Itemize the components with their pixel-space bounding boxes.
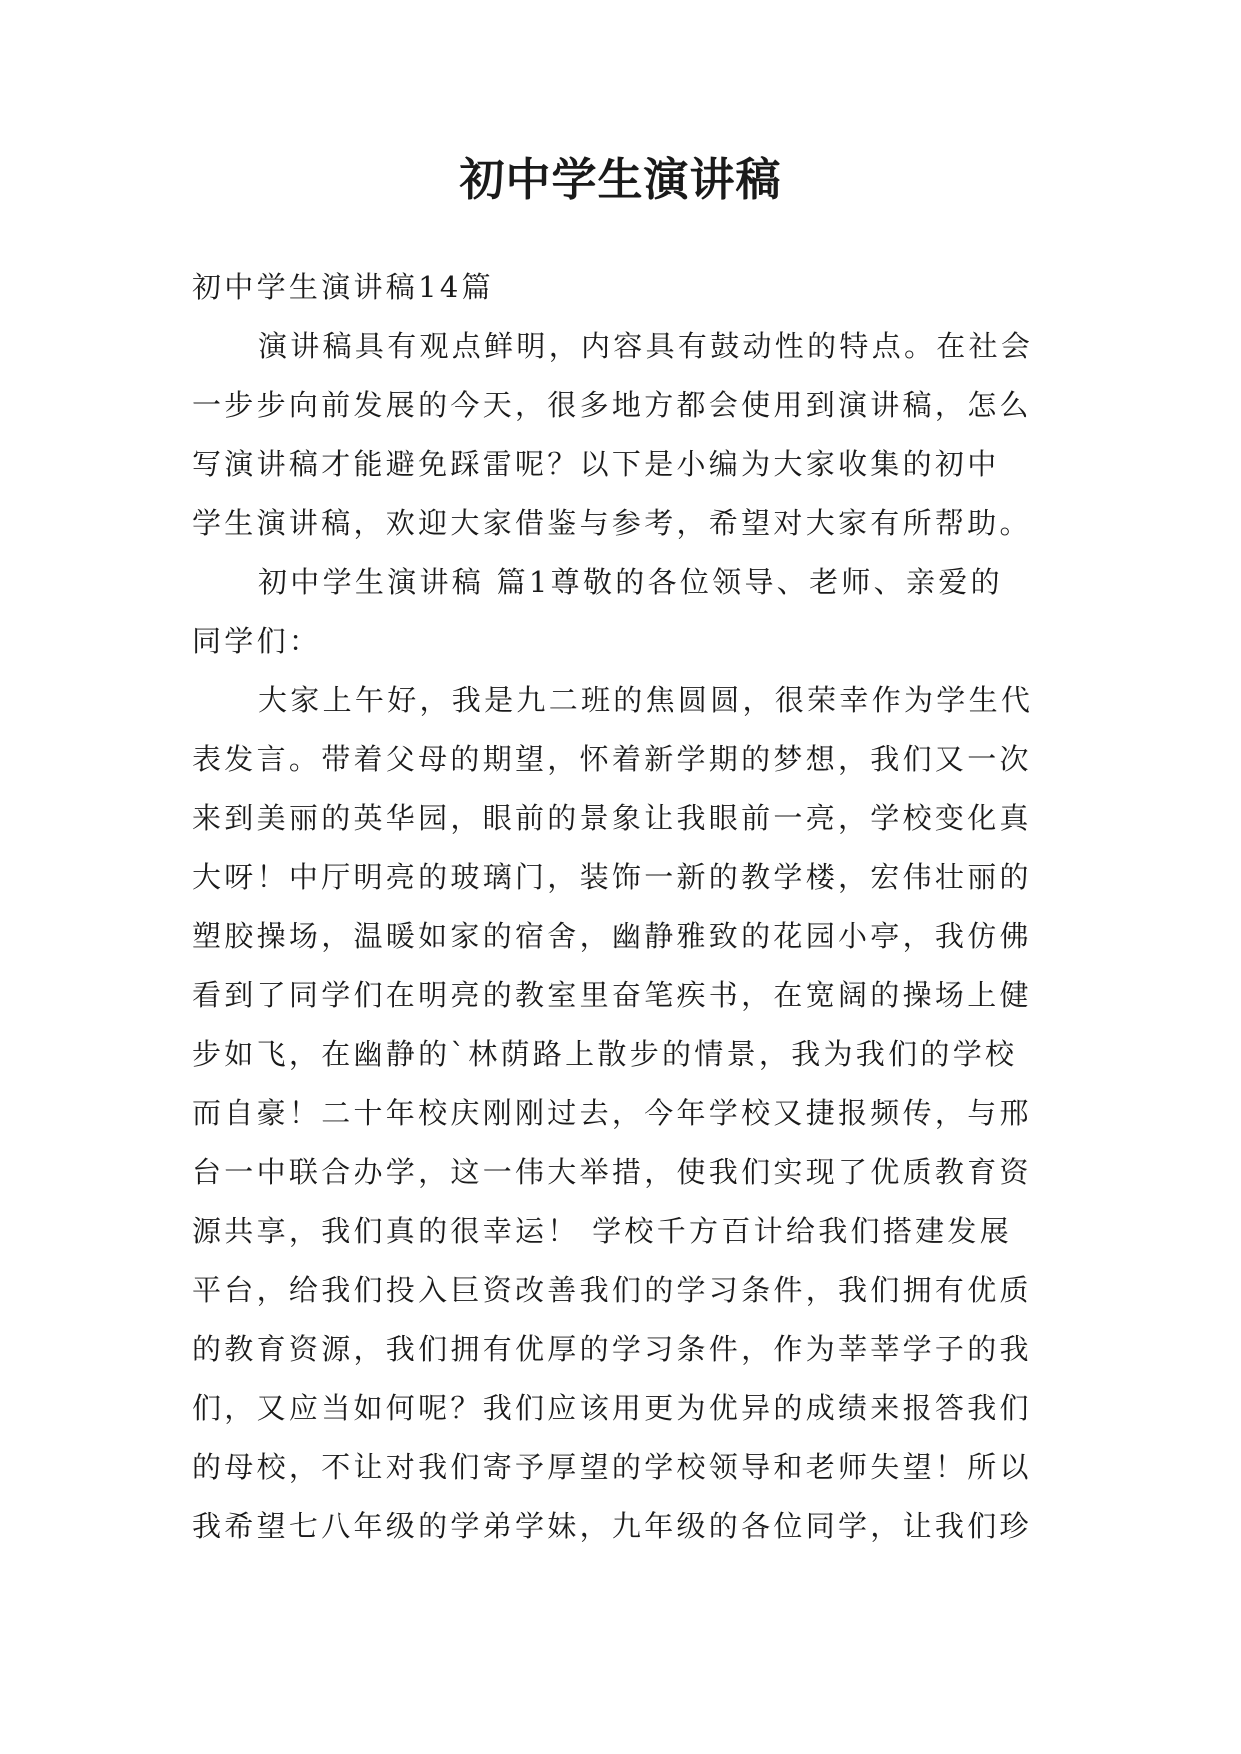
paragraph-line: 的教育资源，我们拥有优厚的学习条件，作为莘莘学子的我 — [192, 1332, 1032, 1366]
paragraph-line: 塑胶操场，温暖如家的宿舍，幽静雅致的花园小亭，我仿佛 — [192, 919, 1032, 953]
paragraph-line: 的母校，不让对我们寄予厚望的学校领导和老师失望！所以 — [192, 1450, 1032, 1484]
paragraph-line: 们，又应当如何呢？我们应该用更为优异的成绩来报答我们 — [192, 1391, 1032, 1425]
paragraph-line: 演讲稿具有观点鲜明，内容具有鼓动性的特点。在社会 — [258, 329, 1034, 363]
paragraph-line: 台一中联合办学，这一伟大举措，使我们实现了优质教育资 — [192, 1155, 1032, 1189]
paragraph-line: 一步步向前发展的今天，很多地方都会使用到演讲稿，怎么 — [192, 388, 1032, 422]
paragraph-line: 而自豪！二十年校庆刚刚过去，今年学校又捷报频传，与邢 — [192, 1096, 1032, 1130]
paragraph-line: 初中学生演讲稿 篇1尊敬的各位领导、老师、亲爱的 — [258, 565, 1003, 599]
paragraph-line: 大家上午好，我是九二班的焦圆圆，很荣幸作为学生代 — [258, 683, 1034, 717]
document-title: 初中学生演讲稿 — [459, 153, 782, 206]
paragraph-line: 来到美丽的英华园，眼前的景象让我眼前一亮，学校变化真 — [192, 801, 1032, 835]
paragraph-line: 平台，给我们投入巨资改善我们的学习条件，我们拥有优质 — [192, 1273, 1032, 1307]
paragraph-line: 看到了同学们在明亮的教室里奋笔疾书，在宽阔的操场上健 — [192, 978, 1032, 1012]
paragraph-line: 表发言。带着父母的期望，怀着新学期的梦想，我们又一次 — [192, 742, 1032, 776]
paragraph-line: 步如飞，在幽静的`林荫路上散步的情景，我为我们的学校 — [192, 1037, 1018, 1071]
paragraph-line: 同学们： — [192, 624, 322, 658]
paragraph-line: 写演讲稿才能避免踩雷呢？以下是小编为大家收集的初中 — [192, 447, 1000, 481]
paragraph-line: 源共享，我们真的很幸运！ 学校千方百计给我们搭建发展 — [192, 1214, 1013, 1248]
paragraph-line: 大呀！中厅明亮的玻璃门，装饰一新的教学楼，宏伟壮丽的 — [192, 860, 1032, 894]
document-body — [192, 258, 1072, 1556]
subtitle-line: 初中学生演讲稿14篇 — [192, 270, 494, 304]
paragraph-line: 我希望七八年级的学弟学妹，九年级的各位同学，让我们珍 — [192, 1509, 1032, 1543]
paragraph-line: 学生演讲稿，欢迎大家借鉴与参考，希望对大家有所帮助。 — [192, 506, 1032, 540]
